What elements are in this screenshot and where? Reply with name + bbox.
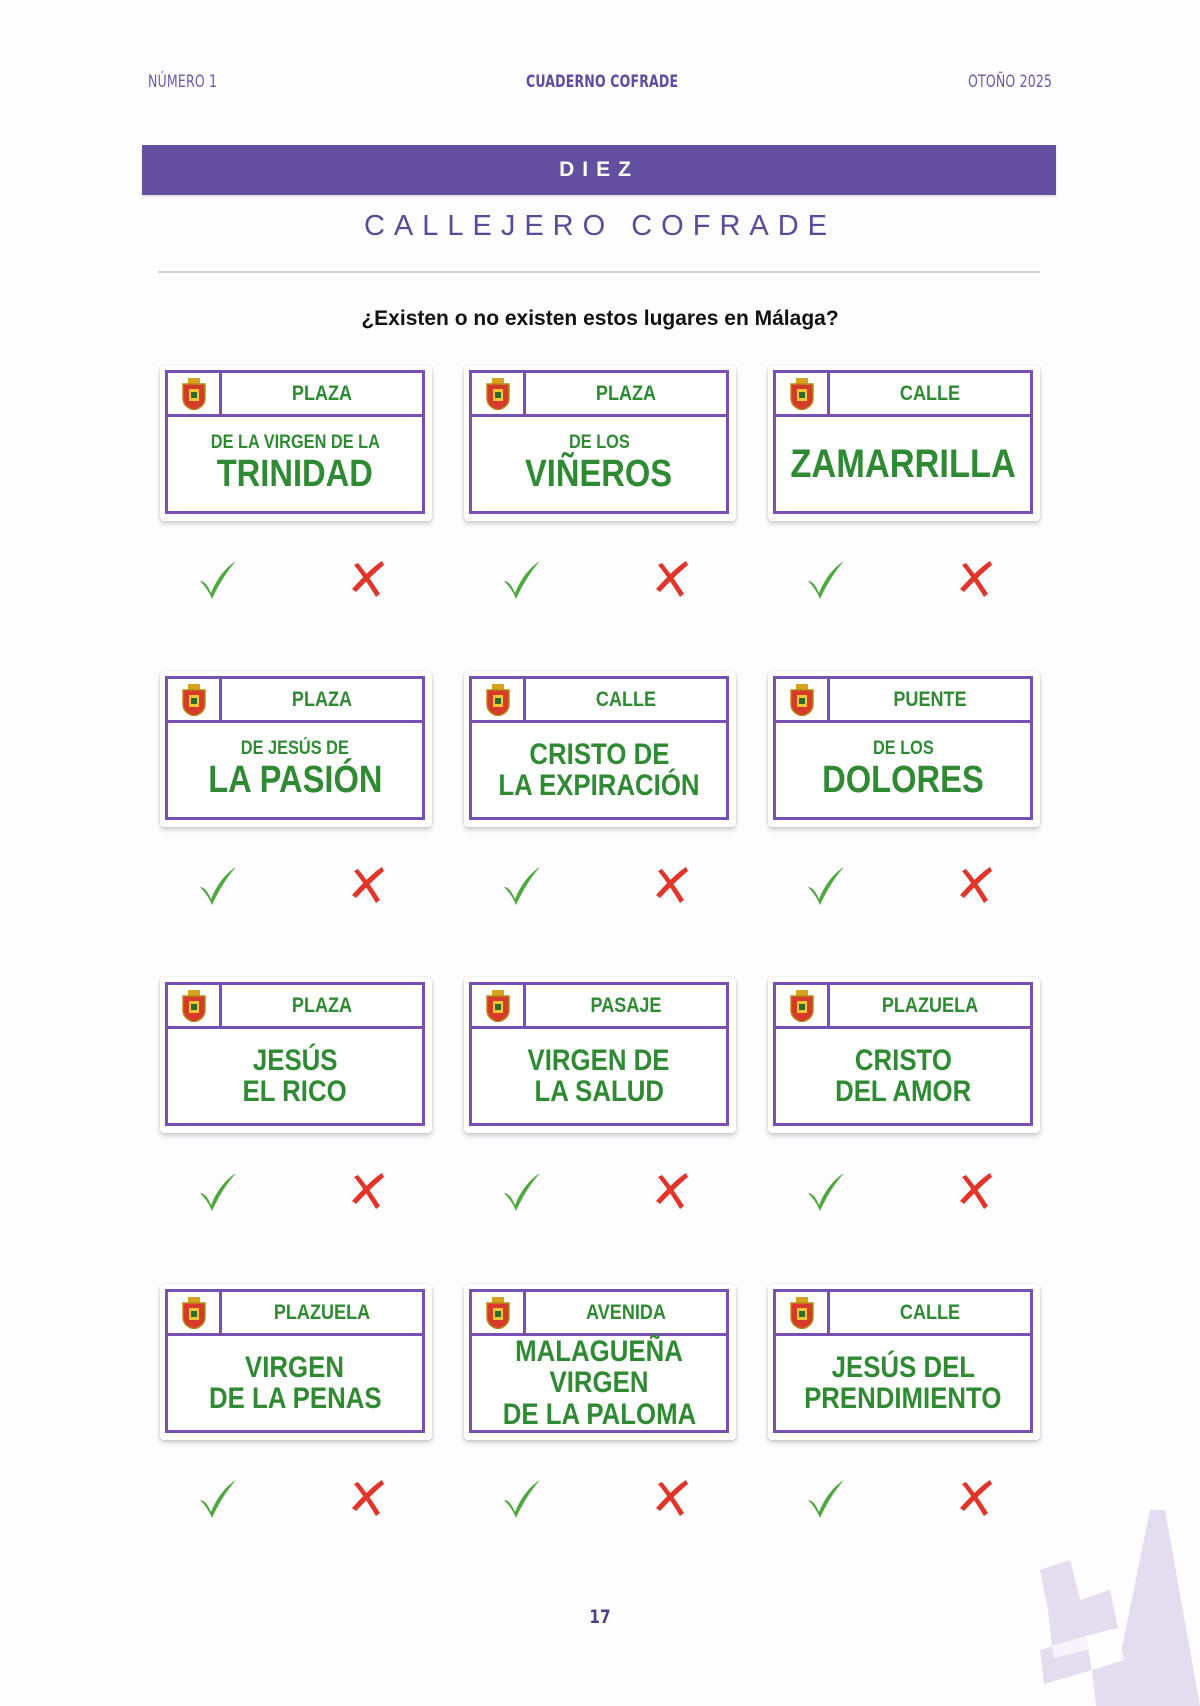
coat-of-arms-icon: [472, 1292, 526, 1333]
coat-of-arms-icon: [168, 679, 222, 720]
header-season: OTOÑO 2025: [968, 72, 1053, 92]
sign-type: PLAZUELA: [881, 993, 979, 1017]
coat-of-arms-icon: [776, 1292, 830, 1333]
sign-type: PASAJE: [590, 993, 662, 1017]
coat-of-arms-icon: [472, 373, 526, 414]
question-item: [160, 977, 432, 1213]
street-sign: [464, 1284, 736, 1440]
question-item: [768, 977, 1040, 1213]
sign-type: CALLE: [899, 1300, 961, 1324]
green-check-icon[interactable]: [804, 1169, 848, 1213]
sign-name-line: DE LA PALOMA: [502, 1397, 696, 1431]
sign-name: VIÑEROS: [525, 453, 673, 496]
sign-name-line: VIRGEN: [245, 1350, 345, 1384]
red-cross-icon[interactable]: [652, 1476, 692, 1520]
street-sign: [464, 977, 736, 1133]
street-sign: [768, 977, 1040, 1133]
sign-type: AVENIDA: [586, 1300, 666, 1324]
red-cross-icon[interactable]: [956, 557, 996, 601]
red-cross-icon[interactable]: [652, 557, 692, 601]
sign-name-line: EL RICO: [242, 1075, 348, 1108]
section-title: CALLEJERO COFRADE: [363, 210, 837, 242]
sign-prefix: DE JESÚS DE: [240, 738, 350, 760]
street-sign: [768, 365, 1040, 521]
sign-type: CALLE: [899, 381, 961, 405]
coat-of-arms-icon: [776, 373, 830, 414]
sign-name-line: PRENDIMIENTO: [804, 1382, 1002, 1415]
green-check-icon[interactable]: [196, 557, 240, 601]
street-sign: [160, 365, 432, 521]
red-cross-icon[interactable]: [652, 1169, 692, 1213]
sign-name-line: VIRGEN DE: [528, 1043, 670, 1077]
sign-name-line: LA EXPIRACIÓN: [498, 769, 700, 802]
sign-name-line: CRISTO: [854, 1043, 952, 1077]
sign-name-line: DEL AMOR: [834, 1075, 972, 1108]
question-item: [160, 671, 432, 907]
sign-name: ZAMARRILLA: [790, 442, 1016, 486]
header-publication: CUADERNO COFRADE: [526, 72, 679, 92]
green-check-icon[interactable]: [804, 1476, 848, 1520]
sign-name-line: MALAGUEÑA VIRGEN: [515, 1334, 683, 1400]
sign-type: PLAZA: [291, 687, 353, 711]
street-sign: [160, 671, 432, 827]
question-item: [464, 365, 736, 601]
sign-type: PLAZA: [291, 381, 353, 405]
street-sign: [160, 1284, 432, 1440]
sign-type: PLAZA: [291, 993, 353, 1017]
red-cross-icon[interactable]: [348, 863, 388, 907]
sign-type: CALLE: [595, 687, 657, 711]
green-check-icon[interactable]: [500, 557, 544, 601]
section-number: DIEZ: [559, 158, 639, 181]
street-sign: [768, 1284, 1040, 1440]
sign-name: DOLORES: [822, 759, 984, 802]
question-item: [464, 977, 736, 1213]
sign-type: PLAZA: [595, 381, 657, 405]
question-item: [160, 1284, 432, 1520]
sign-name-line: JESÚS DEL: [831, 1350, 975, 1384]
coat-of-arms-icon: [472, 985, 526, 1026]
street-sign: [160, 977, 432, 1133]
street-sign: [464, 365, 736, 521]
red-cross-icon[interactable]: [348, 1169, 388, 1213]
question: ¿Existen o no existen estos lugares en Málaga?: [361, 307, 839, 330]
red-cross-icon[interactable]: [348, 1476, 388, 1520]
green-check-icon[interactable]: [804, 557, 848, 601]
green-check-icon[interactable]: [500, 863, 544, 907]
question-item: [160, 365, 432, 601]
green-check-icon[interactable]: [500, 1476, 544, 1520]
question-item: [768, 365, 1040, 601]
red-cross-icon[interactable]: [956, 1476, 996, 1520]
green-check-icon[interactable]: [196, 863, 240, 907]
coat-of-arms-icon: [168, 1292, 222, 1333]
red-cross-icon[interactable]: [348, 557, 388, 601]
coat-of-arms-icon: [776, 985, 830, 1026]
green-check-icon[interactable]: [804, 863, 848, 907]
street-sign: [464, 671, 736, 827]
sign-prefix: DE LOS: [872, 738, 934, 760]
sign-name-line: LA SALUD: [534, 1075, 664, 1108]
sign-type: PLAZUELA: [273, 1300, 371, 1324]
red-cross-icon[interactable]: [956, 1169, 996, 1213]
question-item: [768, 671, 1040, 907]
red-cross-icon[interactable]: [652, 863, 692, 907]
question-item: [464, 671, 736, 907]
coat-of-arms-icon: [472, 679, 526, 720]
sign-name-line: CRISTO DE: [528, 737, 670, 771]
sign-name: TRINIDAD: [216, 453, 374, 496]
page-number: 17: [589, 1606, 611, 1628]
sign-name-line: DE LA PENAS: [208, 1382, 382, 1415]
red-cross-icon[interactable]: [956, 863, 996, 907]
green-check-icon[interactable]: [196, 1476, 240, 1520]
sign-name-line: JESÚS: [252, 1043, 338, 1077]
sign-prefix: DE LA VIRGEN DE LA: [210, 432, 380, 454]
sign-prefix: DE LOS: [568, 432, 630, 454]
green-check-icon[interactable]: [500, 1169, 544, 1213]
green-check-icon[interactable]: [196, 1169, 240, 1213]
sign-type: PUENTE: [893, 687, 967, 711]
nazareno-watermark-icon: [1040, 1510, 1200, 1706]
coat-of-arms-icon: [168, 373, 222, 414]
sign-name: LA PASIÓN: [207, 759, 383, 802]
header-issue: NÚMERO 1: [148, 72, 218, 92]
coat-of-arms-icon: [168, 985, 222, 1026]
coat-of-arms-icon: [776, 679, 830, 720]
question-item: [768, 1284, 1040, 1520]
street-sign: [768, 671, 1040, 827]
question-item: [464, 1284, 736, 1520]
